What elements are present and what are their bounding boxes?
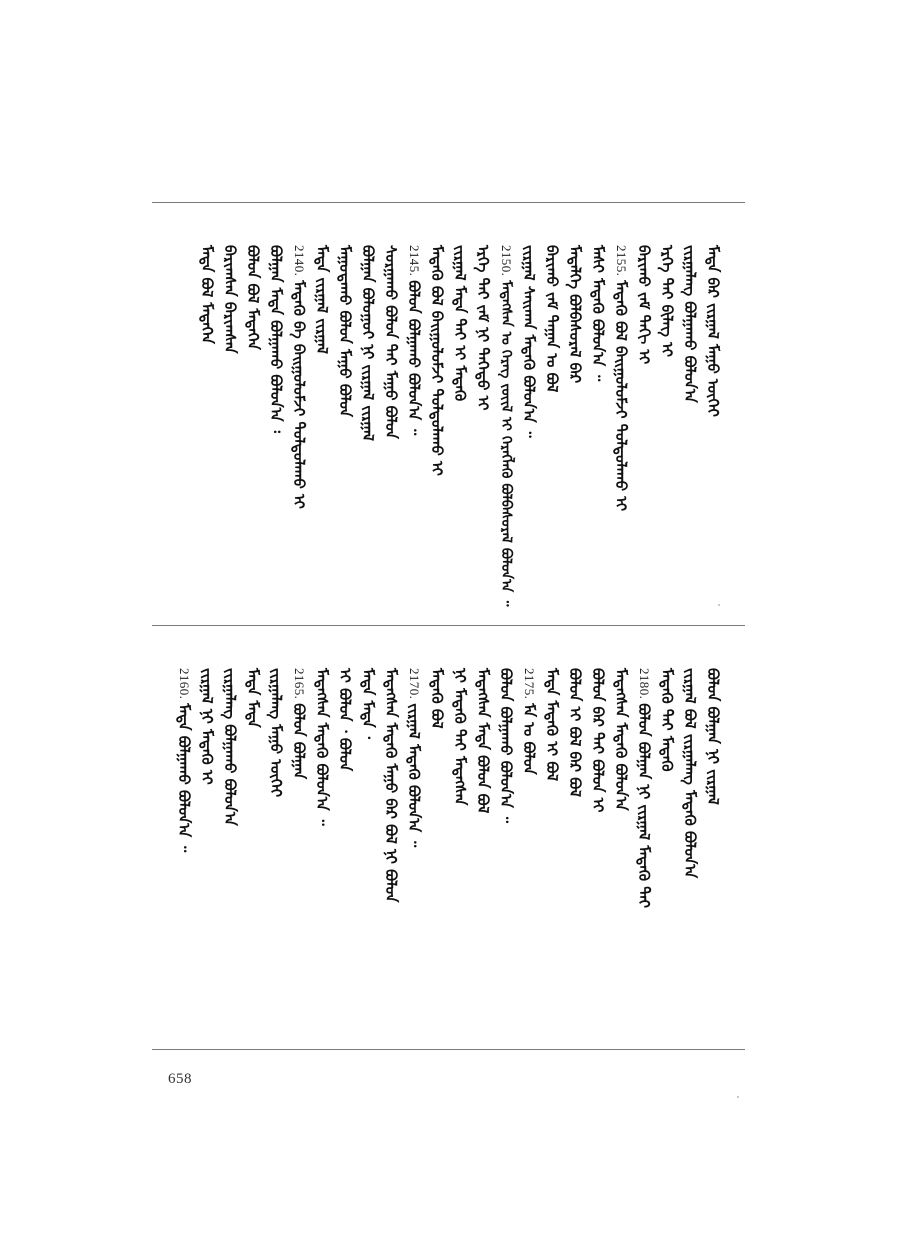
verse-text: ᠮᠡᠳᠡ ᠪᠡᠷ ᠵᠢᠷᠭᠠᠯ ᠮᠠᠭᠤ ᠦᠭᠡᠢ <box>704 245 722 417</box>
verse-text: ᠮᠠᠭᠤᠳᠠᠬᠤ ᠪᠣᠯᠤᠨ ᠮᠠᠭᠤ ᠪᠣᠯᠤᠨ <box>336 245 354 418</box>
verse-line <box>267 668 284 797</box>
verse-line <box>267 245 284 433</box>
verse-line <box>336 668 353 771</box>
verse-text: ᠵᠢᠷᠭᠠᠯᠠᠩ ᠪᠣᠯᠭᠠᠬᠤ ᠪᠣᠯᠤᠨ᠎ᠠ <box>221 668 239 826</box>
verse-text: ᠪᠣᠯᠤᠨ ᠪᠣᠯᠭᠠᠨ ᠨᠢ ᠵᠢᠷᠭᠠᠯ <box>704 668 722 805</box>
verse-text: ᠨᠢ ᠮᠡᠳᠡᠬᠦ ᠲᠠᠢ ᠮᠡᠳᠡᠭᠰᠡᠨ <box>451 668 469 806</box>
verse-text: ᠮᠡᠳᠡ ᠮᠡᠳᠡ <box>244 668 262 728</box>
verse-line <box>451 668 468 805</box>
verse-text: ᠮᠡᠳᠡ ᠮᠡᠳᠡ ᠂ <box>359 668 377 739</box>
line-number: 2155. <box>614 245 629 277</box>
verse-text: ᠰᠤᠷᠭᠠᠬᠤ ᠪᠣᠯᠤᠨ ᠲᠠᠢ ᠮᠠᠭᠤ ᠪᠣᠯᠤᠨ <box>382 245 400 439</box>
verse-text: ᠵᠢᠷᠭᠠᠯᠠᠩ ᠪᠣᠯᠭᠠᠬᠤ ᠪᠣᠯᠤᠨ᠎ᠠ <box>681 245 699 403</box>
verse-text: ᠪᠣᠯᠤᠨ ᠪᠣᠯᠭᠠᠨ <box>290 703 308 780</box>
verse-line <box>497 668 514 823</box>
verse-line <box>589 668 606 813</box>
verse-line <box>658 668 675 772</box>
verse-line <box>704 245 721 417</box>
line-number: 2160. <box>177 668 192 700</box>
verse-text: ᠢ ᠪᠣᠯᠤᠨ ᠂ ᠪᠣᠯᠤᠨ <box>336 668 354 772</box>
verse-line <box>520 668 538 775</box>
line-number: 2150. <box>499 245 514 277</box>
verse-line <box>474 668 491 813</box>
verse-text: ᠮᠡᠳᠡᠬᠦ ᠲᠠᠢ ᠮᠡᠳᠡᠬᠦ <box>658 668 676 772</box>
line-number: 2175. <box>522 668 537 700</box>
verse-line <box>175 668 193 852</box>
line-number: 2170. <box>407 668 422 700</box>
verse-text: ᠡᠷᠬᠡ ᠲᠠᠢ ᠵᠠᠮ ᠨᠢ ᠳᠡᠭᠡᠳᠦ ᠢ <box>474 245 492 411</box>
verse-text: ᠮᠡᠳᠡᠭᠰᠡᠨ ᠮᠡᠳᠡᠬᠦ ᠪᠣᠯᠤᠨ᠎ᠠ <box>612 668 630 811</box>
bottom-rule <box>152 1049 745 1050</box>
verse-text: ᠮᠡᠳᠡᠭᠰᠡᠨ ᠮᠡᠳᠡᠬᠦ ᠮᠠᠭᠤ ᠪᠠᠷ ᠪᠣᠯ ᠨᠢ ᠪᠣᠯᠤᠨ <box>382 668 400 903</box>
verse-line <box>635 668 653 908</box>
verse-text: ᠮᠡᠳᠡᠬᠦ ᠪᠣᠯ ᠪᠠᠢᠭᠤᠯᠤᠮᠵᠢ ᠳᠤᠯᠳᠤᠯᠠᠬᠤ ᠢ <box>612 280 630 512</box>
verse-line <box>405 245 423 435</box>
verse-text: ᠪᠠᠷᠢᠭᠰᠠᠨ ᠪᠠᠷᠢᠭᠰᠠᠨ <box>221 245 239 354</box>
verse-line <box>244 245 261 350</box>
verse-text: ᠪᠣᠯᠤᠨ ᠪᠣᠯᠭᠠᠨ ᠨᠢ ᠵᠢᠷᠭᠠᠯ ᠮᠡᠳᠡᠬᠦ ᠲᠠᠢ <box>635 703 653 909</box>
verse-line <box>566 668 583 797</box>
verse-text: ᠵᠢᠷᠭᠠᠯᠠᠩ ᠮᠠᠭᠤ ᠦᠭᠡᠢ <box>267 668 285 798</box>
verse-line <box>704 668 721 805</box>
line-number: 2140. <box>292 245 307 277</box>
verse-line <box>451 245 468 401</box>
verse-text: ᠮᠡᠳᠡ ᠪᠣᠯ ᠮᠡᠳᠡᠭᠡᠨ <box>198 245 216 344</box>
verse-text: ᠵᠢᠷᠭᠠᠯ ᠪᠣᠯ ᠵᠢᠷᠭᠠᠯᠠᠩ ᠮᠡᠳᠡᠬᠦ ᠪᠣᠯᠤᠨ᠎ᠠ <box>681 668 699 879</box>
verse-line <box>612 245 630 511</box>
verse-line <box>221 668 238 826</box>
verse-line <box>290 668 308 779</box>
verse-line <box>198 245 215 344</box>
verse-text: ᠮᠡᠳᠡ ᠵᠢᠷᠭᠠᠯ ᠵᠢᠷᠭᠠᠯ <box>313 245 331 355</box>
verse-text: ᠪᠣᠯᠤᠨ ᠢ ᠪᠣᠯ ᠪᠠᠷ ᠪᠣᠯ <box>566 668 584 797</box>
verse-line <box>221 245 238 354</box>
verse-text: ᠮᠡᠳᠡᠭᠰᠡᠨ ᠣ ᠬᠡᠷᠡᠭ ᠵᠦᠢᠯ ᠢ ᠬᠡᠷᠡᠭᠯᠡᠬᠦ ᠪᠣᠯᠪᠠᠰᠤᠷᠠᠯ ᠪᠣᠯᠤᠨ᠎ᠠ ᠃ <box>498 280 514 607</box>
line-number: 2165. <box>292 668 307 700</box>
verse-line <box>635 245 652 364</box>
verse-text: ᠮᠡᠳᠡ ᠮᠡᠳᠡᠬᠦ ᠢ ᠪᠣᠯ <box>543 668 561 782</box>
verse-text: ᠪᠣᠯᠭᠠᠨ ᠮᠡᠳᠡ ᠪᠣᠯᠭᠠᠬᠤ ᠪᠣᠯᠤᠨ᠎ᠠ ᠄ <box>267 245 285 433</box>
verse-text: ᠮᠡ ᠣ ᠪᠣᠯᠤᠨ <box>520 703 538 775</box>
verse-text: ᠪᠣᠯᠭᠠᠨ ᠪᠣᠯᠤᠭᠤᠢ ᠨᠢ ᠵᠢᠷᠭᠠᠯ ᠵᠢᠷᠭᠠᠯ <box>359 245 377 442</box>
verse-text: ᠮᠡᠳᠡᠬᠦ ᠪᠠ ᠪᠠᠢᠭᠤᠯᠤᠮᠵᠢ ᠳᠤᠯᠳᠤᠯᠠᠬᠤ ᠢ <box>290 280 308 509</box>
verse-line <box>589 245 606 381</box>
line-number: 2145. <box>407 245 422 277</box>
verse-line <box>474 245 491 411</box>
verse-line <box>497 245 515 607</box>
verse-text: ᠵᠢᠷᠭᠠᠯ ᠮᠡᠳᠡ ᠲᠠᠢ ᠢ ᠮᠡᠳᠡᠬᠦ <box>451 245 469 402</box>
verse-text: ᠮᠡᠳᠡᠬᠦ ᠪᠣᠯ <box>428 668 446 729</box>
verse-line <box>198 668 215 785</box>
scan-speck <box>718 604 720 606</box>
verse-text: ᠮᠡᠳᠡᠬᠦ ᠪᠣᠯ ᠪᠠᠢᠭᠤᠯᠤᠮᠵᠢ ᠳᠤᠯᠳᠤᠯᠠᠬᠤ ᠢ <box>428 245 446 476</box>
verse-text: ᠮᠠᠰᠢ ᠮᠡᠳᠡᠬᠦ ᠪᠣᠯᠤᠨ᠎ᠠ ᠃ <box>589 245 607 382</box>
scan-speck <box>737 1096 739 1098</box>
verse-text: ᠪᠠᠷᠢᠬᠤ ᠵᠠᠮ ᠲᠠᠬᠢ ᠢ <box>635 245 653 365</box>
verse-line <box>382 245 399 439</box>
verse-text: ᠪᠣᠯᠤᠨ ᠪᠣᠯ ᠮᠡᠳᠡᠭᠡᠨ <box>244 245 262 350</box>
line-number: 2180. <box>637 668 652 700</box>
verse-line <box>382 668 399 902</box>
verse-text: ᠪᠠᠷᠢᠬᠤ ᠵᠠᠮ ᠲᠠᠭᠠᠨ ᠣ ᠪᠣᠯ <box>543 245 561 393</box>
verse-text: ᠮᠡᠳᠡᠭᠰᠡᠨ ᠮᠡᠳᠡ ᠪᠣᠯᠤᠨ ᠪᠣᠯ <box>474 668 492 814</box>
verse-line <box>520 245 537 438</box>
verse-text: ᠪᠣᠯᠤᠨ ᠪᠣᠯᠭᠠᠬᠤ ᠪᠣᠯᠤᠨ᠎ᠠ ᠃ <box>405 280 423 436</box>
verse-line <box>543 245 560 392</box>
verse-text: ᠮᠡᠳᠡᠯᠭᠡ ᠪᠣᠯᠪᠠᠰᠤᠷᠠᠯ ᠪᠠᠷ <box>566 245 584 384</box>
verse-line <box>244 668 261 728</box>
verse-line <box>543 668 560 781</box>
verse-line <box>428 245 445 476</box>
verse-line <box>336 245 353 417</box>
verse-line <box>566 245 583 383</box>
verse-text: ᠵᠢᠷᠭᠠᠯ ᠮᠡᠳᠡᠬᠦ ᠪᠣᠯᠤᠨ᠎ᠠ ᠃ <box>405 703 423 848</box>
verse-line <box>290 245 308 509</box>
verse-line <box>658 245 675 357</box>
verse-panel-upper <box>152 203 745 624</box>
verse-text: ᠮᠡᠳᠡᠭᠰᠡᠨ ᠮᠡᠳᠡᠬᠦ ᠪᠣᠯᠤᠨ᠎ᠠ ᠃ <box>313 668 331 826</box>
verse-panel-lower <box>152 626 745 1048</box>
verse-text: ᠵᠢᠷᠭᠠᠯ ᠰᠠᠢᠬᠠᠨ ᠮᠡᠳᠡᠬᠦ ᠪᠣᠯᠤᠨ᠎ᠠ ᠃ <box>520 245 538 438</box>
verse-text: ᠵᠢᠷᠭᠠᠯ ᠨᠢ ᠮᠡᠳᠡᠬᠦ ᠢ <box>198 668 216 785</box>
verse-line <box>428 668 445 729</box>
verse-text: ᠡᠷᠬᠡ ᠲᠠᠢ ᠪᠢᠯᠡᠭ ᠢ <box>658 245 676 358</box>
page-number: 658 <box>168 1071 192 1087</box>
verse-line <box>359 668 376 739</box>
verse-line <box>681 668 698 878</box>
verse-line <box>681 245 698 403</box>
verse-line <box>405 668 423 847</box>
verse-text: ᠮᠡᠳᠡ ᠪᠣᠯᠭᠠᠬᠤ ᠪᠣᠯᠤᠨ᠎ᠠ ᠃ <box>175 703 193 853</box>
verse-line <box>359 245 376 441</box>
verse-text: ᠪᠣᠯᠤᠨ ᠪᠣᠯᠭᠠᠬᠤ ᠪᠣᠯᠤᠨ᠎ᠠ ᠃ <box>497 668 515 824</box>
verse-text: ᠪᠣᠯᠤᠨ ᠪᠠᠷ ᠲᠠᠢ ᠪᠣᠯᠤᠨ ᠢ <box>589 668 607 813</box>
verse-line <box>313 668 330 826</box>
verse-line <box>313 245 330 354</box>
verse-line <box>612 668 629 811</box>
